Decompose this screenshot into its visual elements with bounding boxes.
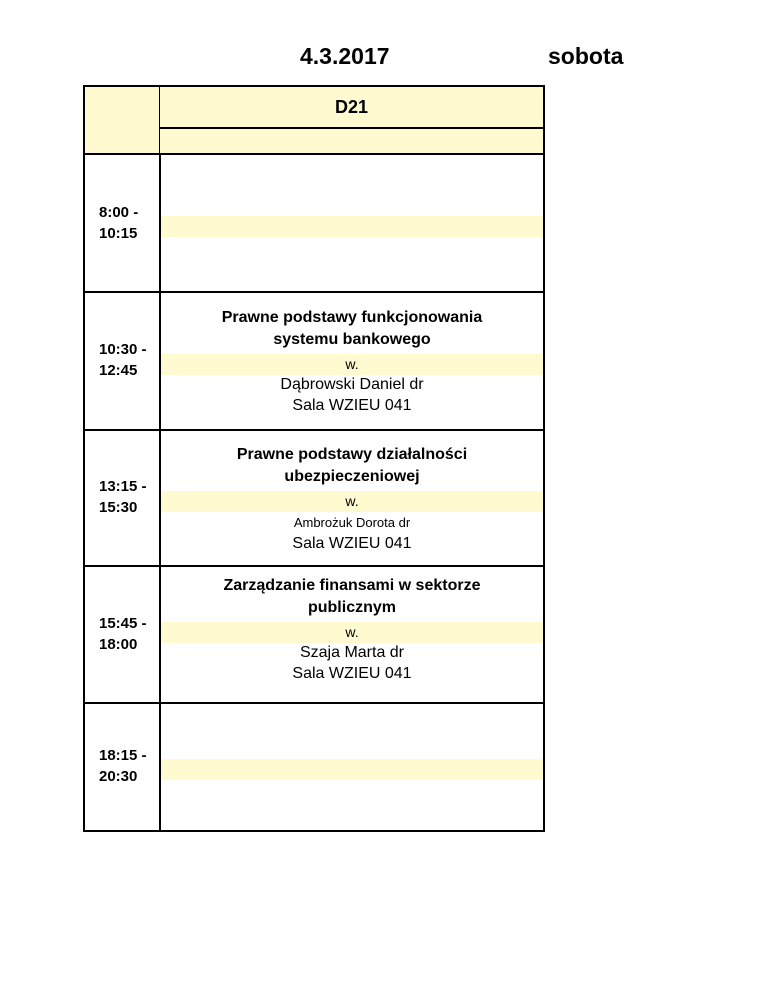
class-slot [161,565,545,704]
time-label: 18:15 - 20:30 [99,747,147,785]
time-cell [83,429,161,567]
class-slot-empty [161,702,545,832]
schedule-date: 4.3.2017 [300,43,390,69]
subject-title: Prawne podstawy działalności ubezpieczeniowej [236,446,468,485]
time-label: 15:45 - 18:00 [99,614,147,653]
room-name: Sala WZIEU 041 [292,535,412,552]
teacher-name: Szaja Marta dr [299,644,405,661]
time-label: 8:00 - 10:15 [99,204,139,242]
group-subheader-cell [160,128,545,155]
class-slot [161,429,545,567]
time-label: 10:30 - 12:45 [99,341,147,379]
time-cell [83,291,161,431]
teacher-name: Dąbrowski Daniel dr [280,376,424,393]
teacher-name: Ambrożuk Dorota dr [293,515,411,530]
class-slot-empty [161,155,545,293]
room-name: Sala WZIEU 041 [292,397,412,414]
time-label: 13:15 - 15:30 [99,478,147,516]
class-type: w. [345,624,359,640]
room-name: Sala WZIEU 041 [292,665,412,682]
corner-header-cell [83,85,161,155]
schedule-day: sobota [548,43,624,69]
subject-title: Prawne podstawy funkcjonowania systemu bankowego [221,309,483,348]
highlight-band [161,759,543,780]
highlight-band [161,216,543,237]
time-cell [83,565,161,704]
time-cell [83,702,161,832]
group-header-cell: D21 [160,85,545,129]
class-type: w. [345,356,359,372]
class-slot [161,291,545,431]
subject-title: Zarządzanie finansami w sektorze publicznym [223,577,481,616]
time-cell [83,155,161,293]
class-type: w. [345,493,359,509]
